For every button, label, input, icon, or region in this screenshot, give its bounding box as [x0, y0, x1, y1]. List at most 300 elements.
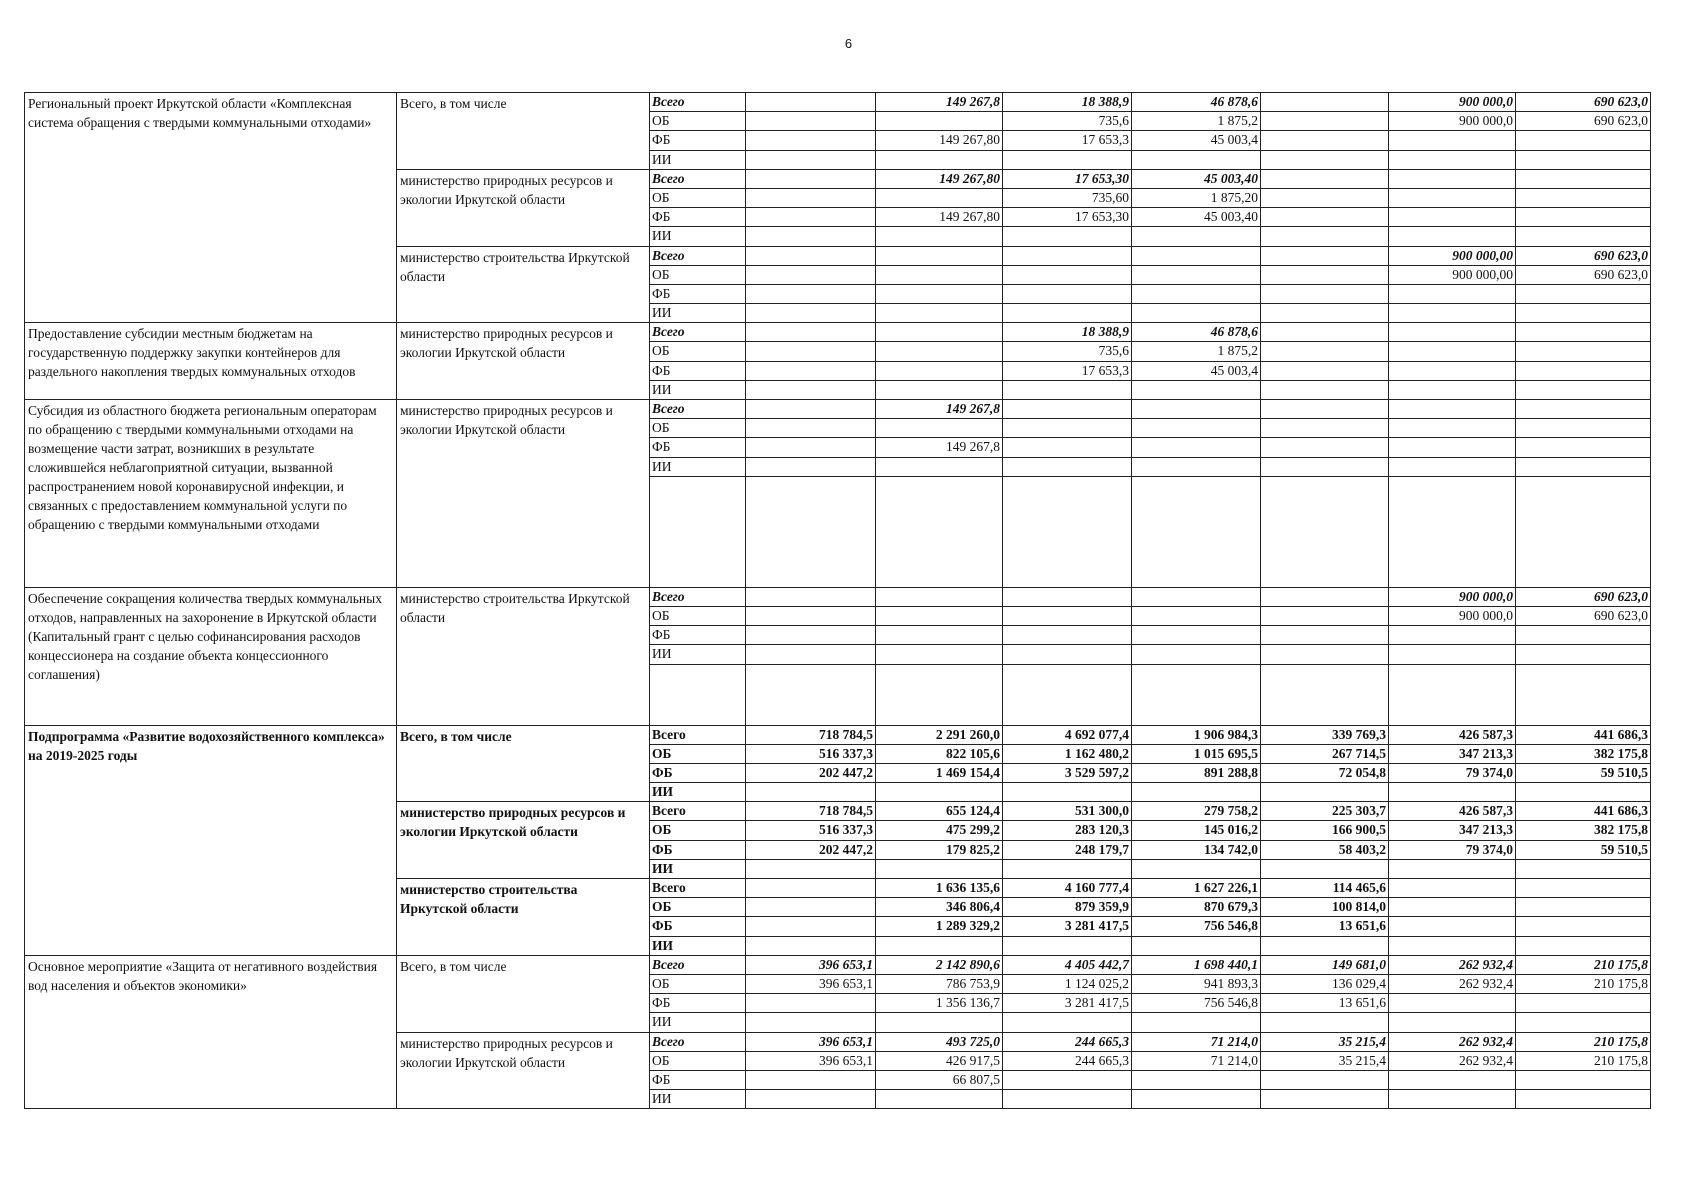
amount-cell	[1261, 208, 1389, 227]
amount-cell	[1003, 645, 1132, 664]
amount-cell: 396 653,1	[746, 974, 876, 993]
amount-cell	[1516, 917, 1651, 936]
amount-cell: 426 917,5	[876, 1051, 1003, 1070]
amount-cell: 900 000,00	[1389, 265, 1516, 284]
empty-cell	[746, 476, 876, 587]
amount-cell: 210 175,8	[1516, 974, 1651, 993]
amount-cell: 210 175,8	[1516, 955, 1651, 974]
amount-cell	[1389, 879, 1516, 898]
amount-cell	[876, 112, 1003, 131]
amount-cell: 756 546,8	[1132, 917, 1261, 936]
amount-cell	[1003, 457, 1132, 476]
amount-cell: 267 714,5	[1261, 744, 1389, 763]
empty-cell	[876, 476, 1003, 587]
amount-cell	[1132, 457, 1261, 476]
amount-cell: 149 267,80	[876, 131, 1003, 150]
amount-cell: 900 000,00	[1389, 246, 1516, 265]
amount-cell: 283 120,3	[1003, 821, 1132, 840]
amount-cell	[746, 265, 876, 284]
amount-cell: 134 742,0	[1132, 840, 1261, 859]
amount-cell: 58 403,2	[1261, 840, 1389, 859]
amount-cell: 13 651,6	[1261, 917, 1389, 936]
amount-cell	[746, 342, 876, 361]
table-row	[25, 587, 1651, 606]
amount-cell: 262 932,4	[1389, 1051, 1516, 1070]
funding-source: Всего	[650, 725, 746, 744]
amount-cell	[1389, 1013, 1516, 1032]
amount-cell	[1132, 1070, 1261, 1089]
amount-cell	[1003, 783, 1132, 802]
amount-cell	[876, 304, 1003, 323]
amount-cell	[746, 1070, 876, 1089]
responsible-executor: министерство природных ресурсов и экологии Иркутской области	[397, 802, 650, 879]
amount-cell	[1389, 626, 1516, 645]
amount-cell: 244 665,3	[1003, 1051, 1132, 1070]
amount-cell: 822 105,6	[876, 744, 1003, 763]
responsible-executor: Всего, в том числе	[397, 955, 650, 1032]
amount-cell	[1132, 150, 1261, 169]
amount-cell: 346 806,4	[876, 898, 1003, 917]
block-flood-protection	[25, 955, 1651, 1109]
table-row	[25, 725, 1651, 744]
amount-cell	[1516, 438, 1651, 457]
amount-cell: 262 932,4	[1389, 1032, 1516, 1051]
amount-cell: 690 623,0	[1516, 587, 1651, 606]
amount-cell	[1389, 1090, 1516, 1109]
amount-cell	[1516, 400, 1651, 419]
funding-source: ОБ	[650, 419, 746, 438]
amount-cell: 17 653,30	[1003, 208, 1132, 227]
empty-cell	[1389, 476, 1516, 587]
funding-source: Всего	[650, 246, 746, 265]
amount-cell: 941 893,3	[1132, 974, 1261, 993]
amount-cell: 13 651,6	[1261, 994, 1389, 1013]
amount-cell: 756 546,8	[1132, 994, 1261, 1013]
amount-cell	[746, 438, 876, 457]
funding-source: ФБ	[650, 361, 746, 380]
amount-cell	[1516, 284, 1651, 303]
amount-cell	[1516, 936, 1651, 955]
empty-cell	[650, 664, 746, 725]
amount-cell	[1261, 400, 1389, 419]
amount-cell: 45 003,4	[1132, 361, 1261, 380]
amount-cell	[876, 587, 1003, 606]
amount-cell	[1132, 626, 1261, 645]
amount-cell: 900 000,0	[1389, 587, 1516, 606]
amount-cell	[1516, 131, 1651, 150]
amount-cell: 248 179,7	[1003, 840, 1132, 859]
activity-description: Обеспечение сокращения количества твердых коммунальных отходов, направленных на захоронение в Иркутской области (Капитальный грант с целью софинансирования расходов концессионера на создание объекта концессионного соглашения)	[25, 587, 397, 725]
amount-cell	[1132, 438, 1261, 457]
amount-cell	[1261, 150, 1389, 169]
amount-cell	[1261, 265, 1389, 284]
amount-cell	[746, 284, 876, 303]
amount-cell: 718 784,5	[746, 802, 876, 821]
amount-cell	[1132, 265, 1261, 284]
block-containers-subsidy	[25, 323, 1651, 400]
amount-cell	[1516, 150, 1651, 169]
amount-cell	[1389, 645, 1516, 664]
funding-source: ФБ	[650, 131, 746, 150]
amount-cell	[746, 994, 876, 1013]
amount-cell	[1389, 208, 1516, 227]
amount-cell	[746, 188, 876, 207]
amount-cell	[1516, 169, 1651, 188]
amount-cell: 46 878,6	[1132, 323, 1261, 342]
amount-cell: 396 653,1	[746, 955, 876, 974]
amount-cell	[1389, 361, 1516, 380]
amount-cell: 59 510,5	[1516, 840, 1651, 859]
amount-cell	[1261, 1070, 1389, 1089]
amount-cell: 79 374,0	[1389, 763, 1516, 782]
amount-cell	[1389, 859, 1516, 878]
amount-cell	[1389, 131, 1516, 150]
amount-cell: 1 469 154,4	[876, 763, 1003, 782]
amount-cell	[1003, 284, 1132, 303]
block-water-subprogram	[25, 725, 1651, 955]
funding-source: ФБ	[650, 626, 746, 645]
funding-source: ОБ	[650, 821, 746, 840]
amount-cell	[1261, 169, 1389, 188]
amount-cell: 891 288,8	[1132, 763, 1261, 782]
amount-cell	[1516, 994, 1651, 1013]
amount-cell	[746, 457, 876, 476]
amount-cell: 441 686,3	[1516, 802, 1651, 821]
amount-cell	[1261, 626, 1389, 645]
amount-cell: 426 587,3	[1389, 725, 1516, 744]
amount-cell	[876, 284, 1003, 303]
amount-cell	[1003, 227, 1132, 246]
amount-cell: 735,6	[1003, 342, 1132, 361]
amount-cell	[1261, 587, 1389, 606]
funding-source: ОБ	[650, 606, 746, 625]
amount-cell	[1389, 342, 1516, 361]
amount-cell	[1003, 380, 1132, 399]
empty-cell	[1132, 664, 1261, 725]
amount-cell	[876, 246, 1003, 265]
amount-cell	[1261, 361, 1389, 380]
amount-cell: 225 303,7	[1261, 802, 1389, 821]
amount-cell	[1132, 645, 1261, 664]
funding-source: Всего	[650, 1032, 746, 1051]
funding-source: ИИ	[650, 1013, 746, 1032]
amount-cell: 136 029,4	[1261, 974, 1389, 993]
amount-cell: 735,60	[1003, 188, 1132, 207]
funding-source: ИИ	[650, 227, 746, 246]
amount-cell	[1516, 1070, 1651, 1089]
amount-cell: 690 623,0	[1516, 265, 1651, 284]
amount-cell	[1516, 304, 1651, 323]
block-regional-operators-subsidy	[25, 400, 1651, 588]
responsible-executor: министерство строительства Иркутской области	[397, 879, 650, 956]
amount-cell	[746, 1013, 876, 1032]
funding-source: Всего	[650, 323, 746, 342]
amount-cell: 879 359,9	[1003, 898, 1132, 917]
amount-cell	[1261, 284, 1389, 303]
empty-cell	[1389, 664, 1516, 725]
amount-cell: 45 003,40	[1132, 169, 1261, 188]
amount-cell: 382 175,8	[1516, 821, 1651, 840]
amount-cell	[746, 323, 876, 342]
amount-cell	[746, 419, 876, 438]
amount-cell	[746, 645, 876, 664]
amount-cell	[746, 400, 876, 419]
amount-cell: 382 175,8	[1516, 744, 1651, 763]
amount-cell	[1261, 1090, 1389, 1109]
empty-cell	[650, 476, 746, 587]
amount-cell	[1132, 1013, 1261, 1032]
amount-cell	[1516, 457, 1651, 476]
funding-source: ФБ	[650, 763, 746, 782]
amount-cell	[876, 227, 1003, 246]
amount-cell: 900 000,0	[1389, 606, 1516, 625]
amount-cell	[1516, 879, 1651, 898]
amount-cell	[876, 380, 1003, 399]
amount-cell	[1003, 587, 1132, 606]
funding-source: Всего	[650, 955, 746, 974]
amount-cell: 900 000,0	[1389, 93, 1516, 112]
amount-cell	[1132, 1090, 1261, 1109]
amount-cell	[1003, 1070, 1132, 1089]
amount-cell: 279 758,2	[1132, 802, 1261, 821]
amount-cell	[876, 150, 1003, 169]
amount-cell: 202 447,2	[746, 763, 876, 782]
amount-cell	[876, 361, 1003, 380]
amount-cell: 59 510,5	[1516, 763, 1651, 782]
amount-cell	[746, 879, 876, 898]
table-row	[25, 93, 1651, 112]
amount-cell: 339 769,3	[1261, 725, 1389, 744]
amount-cell	[1389, 898, 1516, 917]
amount-cell	[1132, 400, 1261, 419]
amount-cell	[746, 936, 876, 955]
budget-table	[24, 92, 1651, 1109]
amount-cell	[746, 587, 876, 606]
funding-source: ОБ	[650, 342, 746, 361]
amount-cell: 145 016,2	[1132, 821, 1261, 840]
amount-cell	[1132, 783, 1261, 802]
amount-cell: 2 142 890,6	[876, 955, 1003, 974]
amount-cell	[1261, 645, 1389, 664]
amount-cell	[1516, 859, 1651, 878]
amount-cell	[746, 246, 876, 265]
amount-cell: 17 653,30	[1003, 169, 1132, 188]
empty-cell	[1132, 476, 1261, 587]
funding-source: ФБ	[650, 994, 746, 1013]
amount-cell: 71 214,0	[1132, 1051, 1261, 1070]
amount-cell	[1261, 131, 1389, 150]
amount-cell	[746, 169, 876, 188]
funding-source: Всего	[650, 879, 746, 898]
amount-cell	[1132, 284, 1261, 303]
amount-cell: 244 665,3	[1003, 1032, 1132, 1051]
amount-cell	[1003, 626, 1132, 645]
amount-cell	[1132, 419, 1261, 438]
empty-cell	[1261, 664, 1389, 725]
amount-cell	[1261, 188, 1389, 207]
funding-source: Всего	[650, 802, 746, 821]
empty-cell	[746, 664, 876, 725]
amount-cell	[876, 783, 1003, 802]
amount-cell	[1516, 361, 1651, 380]
amount-cell	[1261, 438, 1389, 457]
amount-cell: 396 653,1	[746, 1051, 876, 1070]
funding-source: ОБ	[650, 112, 746, 131]
amount-cell	[746, 626, 876, 645]
amount-cell	[1261, 112, 1389, 131]
amount-cell	[1516, 380, 1651, 399]
funding-source: ИИ	[650, 1090, 746, 1109]
funding-source: ИИ	[650, 304, 746, 323]
amount-cell: 45 003,4	[1132, 131, 1261, 150]
funding-source: Всего	[650, 93, 746, 112]
amount-cell: 4 405 442,7	[1003, 955, 1132, 974]
amount-cell	[1389, 917, 1516, 936]
amount-cell: 347 213,3	[1389, 744, 1516, 763]
amount-cell: 114 465,6	[1261, 879, 1389, 898]
amount-cell: 1 356 136,7	[876, 994, 1003, 1013]
amount-cell	[1132, 227, 1261, 246]
amount-cell	[1132, 587, 1261, 606]
responsible-executor: Всего, в том числе	[397, 93, 650, 170]
amount-cell	[1261, 859, 1389, 878]
amount-cell: 1 875,20	[1132, 188, 1261, 207]
amount-cell	[1516, 645, 1651, 664]
amount-cell	[1003, 419, 1132, 438]
amount-cell: 149 267,8	[876, 93, 1003, 112]
amount-cell	[1003, 606, 1132, 625]
amount-cell: 1 906 984,3	[1132, 725, 1261, 744]
amount-cell: 516 337,3	[746, 744, 876, 763]
amount-cell	[1261, 783, 1389, 802]
amount-cell: 3 281 417,5	[1003, 994, 1132, 1013]
amount-cell	[1389, 1070, 1516, 1089]
amount-cell: 262 932,4	[1389, 974, 1516, 993]
amount-cell	[746, 93, 876, 112]
amount-cell	[1389, 457, 1516, 476]
amount-cell: 690 623,0	[1516, 246, 1651, 265]
empty-cell	[1003, 664, 1132, 725]
amount-cell	[1261, 227, 1389, 246]
amount-cell: 786 753,9	[876, 974, 1003, 993]
amount-cell	[1261, 304, 1389, 323]
amount-cell	[1389, 188, 1516, 207]
amount-cell	[876, 188, 1003, 207]
amount-cell	[1003, 150, 1132, 169]
amount-cell: 79 374,0	[1389, 840, 1516, 859]
amount-cell: 900 000,0	[1389, 112, 1516, 131]
table-row	[25, 400, 1651, 419]
amount-cell: 690 623,0	[1516, 606, 1651, 625]
amount-cell: 262 932,4	[1389, 955, 1516, 974]
amount-cell	[746, 1090, 876, 1109]
funding-source: ОБ	[650, 1051, 746, 1070]
amount-cell	[1389, 419, 1516, 438]
amount-cell: 426 587,3	[1389, 802, 1516, 821]
amount-cell: 166 900,5	[1261, 821, 1389, 840]
amount-cell: 718 784,5	[746, 725, 876, 744]
amount-cell	[1516, 342, 1651, 361]
amount-cell	[876, 419, 1003, 438]
funding-source: ОБ	[650, 744, 746, 763]
funding-source: Всего	[650, 587, 746, 606]
funding-source: Всего	[650, 169, 746, 188]
amount-cell: 655 124,4	[876, 802, 1003, 821]
amount-cell: 18 388,9	[1003, 323, 1132, 342]
amount-cell: 531 300,0	[1003, 802, 1132, 821]
amount-cell: 1 627 226,1	[1132, 879, 1261, 898]
amount-cell: 100 814,0	[1261, 898, 1389, 917]
amount-cell	[876, 1090, 1003, 1109]
amount-cell	[1132, 606, 1261, 625]
amount-cell: 179 825,2	[876, 840, 1003, 859]
amount-cell	[1132, 246, 1261, 265]
amount-cell	[1132, 936, 1261, 955]
amount-cell	[876, 457, 1003, 476]
amount-cell: 149 267,80	[876, 208, 1003, 227]
amount-cell	[876, 936, 1003, 955]
responsible-executor: Всего, в том числе	[397, 725, 650, 802]
amount-cell: 870 679,3	[1132, 898, 1261, 917]
amount-cell	[1003, 400, 1132, 419]
funding-source: ИИ	[650, 783, 746, 802]
empty-cell	[1516, 664, 1651, 725]
amount-cell	[876, 859, 1003, 878]
amount-cell	[876, 323, 1003, 342]
amount-cell	[876, 265, 1003, 284]
amount-cell	[746, 304, 876, 323]
amount-cell: 17 653,3	[1003, 131, 1132, 150]
amount-cell	[746, 208, 876, 227]
amount-cell	[1389, 227, 1516, 246]
funding-source: ФБ	[650, 208, 746, 227]
amount-cell: 149 681,0	[1261, 955, 1389, 974]
amount-cell: 441 686,3	[1516, 725, 1651, 744]
funding-source: ИИ	[650, 859, 746, 878]
funding-source: ОБ	[650, 265, 746, 284]
amount-cell: 149 267,8	[876, 438, 1003, 457]
funding-source: ИИ	[650, 457, 746, 476]
responsible-executor: министерство строительства Иркутской области	[397, 587, 650, 725]
amount-cell: 690 623,0	[1516, 112, 1651, 131]
amount-cell: 1 124 025,2	[1003, 974, 1132, 993]
funding-source: ФБ	[650, 438, 746, 457]
funding-source: Всего	[650, 400, 746, 419]
amount-cell	[1261, 93, 1389, 112]
amount-cell	[876, 626, 1003, 645]
empty-cell	[1261, 476, 1389, 587]
amount-cell: 516 337,3	[746, 821, 876, 840]
empty-cell	[876, 664, 1003, 725]
amount-cell	[746, 917, 876, 936]
amount-cell	[1132, 380, 1261, 399]
amount-cell: 149 267,80	[876, 169, 1003, 188]
amount-cell	[1516, 419, 1651, 438]
amount-cell: 1 875,2	[1132, 112, 1261, 131]
amount-cell	[1389, 380, 1516, 399]
amount-cell	[1389, 936, 1516, 955]
amount-cell	[1516, 898, 1651, 917]
amount-cell	[1003, 936, 1132, 955]
amount-cell	[1516, 626, 1651, 645]
amount-cell: 735,6	[1003, 112, 1132, 131]
amount-cell	[746, 227, 876, 246]
table-row	[25, 323, 1651, 342]
amount-cell	[1003, 304, 1132, 323]
amount-cell	[1132, 859, 1261, 878]
amount-cell	[1261, 606, 1389, 625]
amount-cell: 1 875,2	[1132, 342, 1261, 361]
